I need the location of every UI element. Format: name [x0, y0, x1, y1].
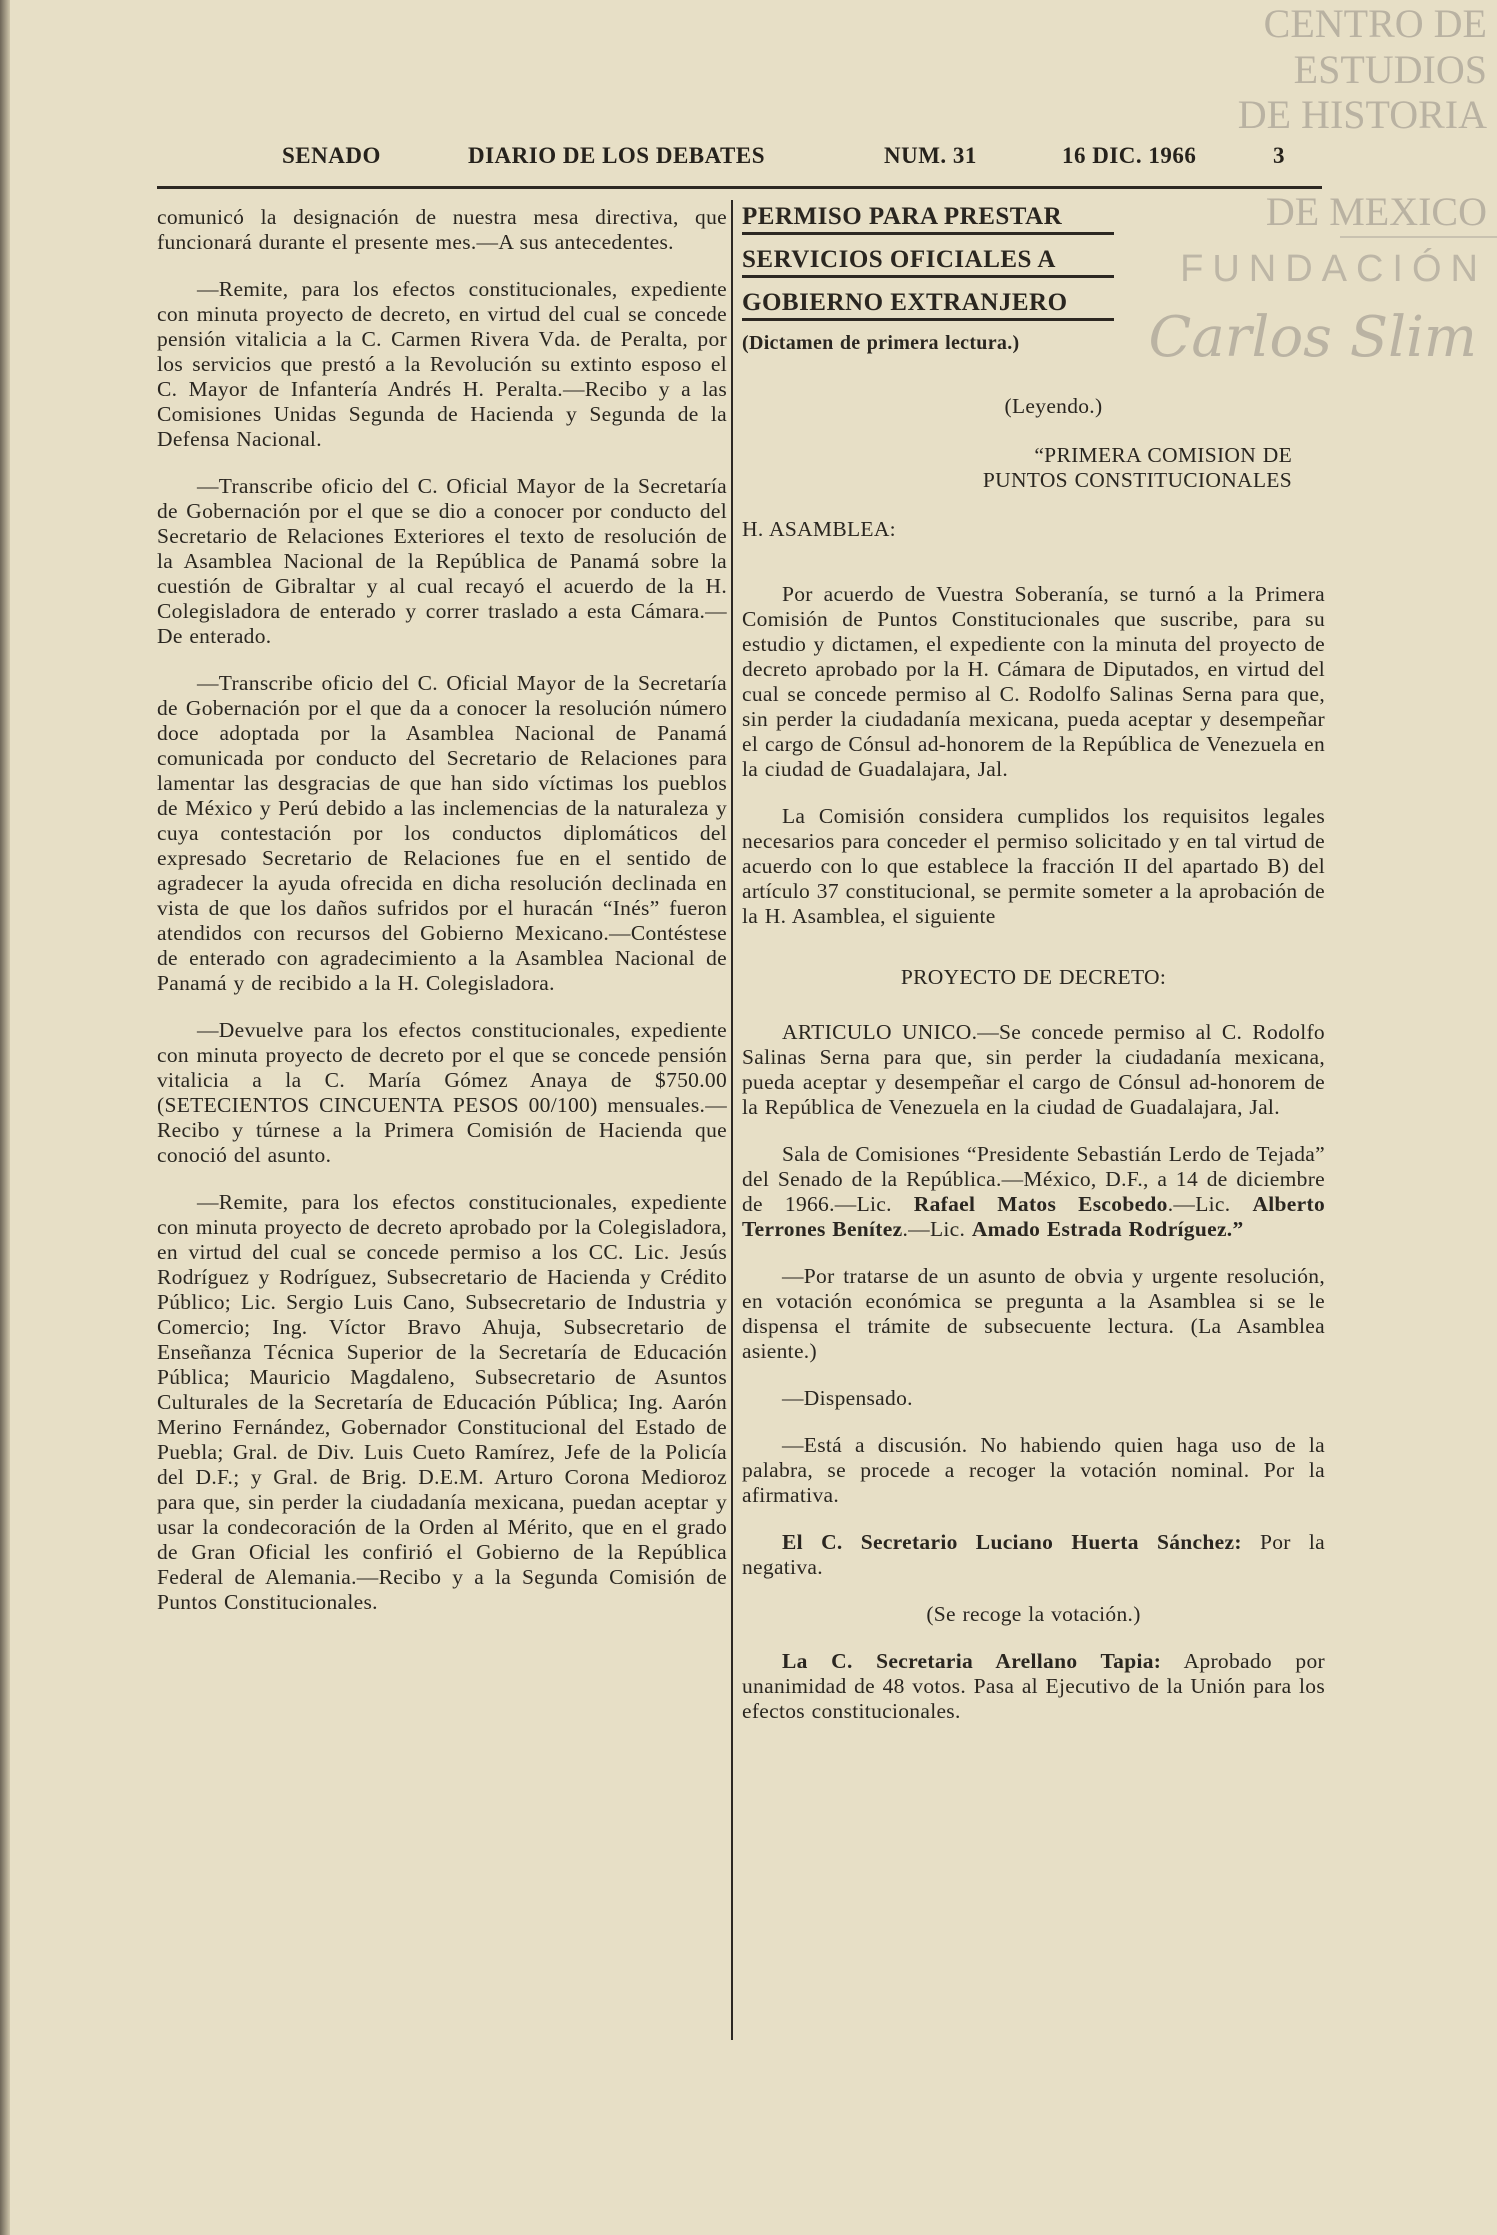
paragraph: —Transcribe oficio del C. Oficial Mayor de la Secretaría de Gobernación por el que se dio a conocer por conducto del Secretario de Relaciones Exteriores el texto de resolución de la Asamblea Nacional de la República de Panamá sobre la cuestión de Gibraltar y al cual recayó el acuerdo de la H. Colegisladora de enterado y correr traslado a esta Cámara.—De enterado.	[157, 474, 727, 648]
separator: .—Lic.	[1167, 1192, 1253, 1216]
watermark-line: DE HISTORIA	[1237, 92, 1487, 137]
watermark-signature: Carlos Slim	[1148, 305, 1477, 370]
left-column	[157, 205, 727, 1637]
watermark-foundation: FUNDACIÓN	[1180, 248, 1487, 290]
paragraph: —Remite, para los efectos constitucionales, expediente con minuta proyecto de decreto aprobado por la Colegisladora, en virtud del cual se concede permiso a los CC. Lic. Jesús Rodríguez y Rodríguez, Subsecretario de Hacienda y Crédito Público; Lic. Sergio Luis Cano, Subsecretario de Industria y Comercio; Ing. Víctor Bravo Ahuja, Subsecretario de Enseñanza Técnica Superior de la Secretaría de Educación Pública; Mauricio Magdaleno, Subsecretario de Asuntos Culturales de la Secretaría de Educación Pública; Ing. Aarón Merino Fernández, Gobernador Constitucional del Estado de Puebla; Gral. de Div. Luis Cueto Ramírez, Jefe de la Policía del D.F.; y Gral. de Brig. D.E.M. Arturo Corona Medioroz para que, sin perder la ciudadanía mexicana, puedan aceptar y usar la condecoración de la Orden al Mérito, que en el grado de Gran Oficial les confirió el Gobierno de la República Federal de Alemania.—Recibo y a la Segunda Comisión de Puntos Constitucionales.	[157, 1190, 727, 1614]
page-edge	[0, 0, 10, 2235]
section-heading: SERVICIOS OFICIALES A	[742, 245, 1114, 278]
paragraph: —Dispensado.	[782, 1386, 913, 1410]
paragraph: La Comisión considera cumplidos los requisitos legales necesarios para conceder el permiso solicitado y en tal virtud de acuerdo con lo que establece la fracción II del apartado B) del artículo 37 constitucional, se permite someter a la aprobación de la H. Asamblea, el siguiente	[742, 804, 1325, 928]
watermark-line: ESTUDIOS	[1293, 47, 1487, 92]
salutation: H. ASAMBLEA:	[742, 517, 896, 541]
watermark-divider	[1340, 236, 1497, 238]
paragraph: —Devuelve para los efectos constitucionales, expediente con minuta proyecto de decreto por el que se concede pensión vitalicia a la C. María Gómez Anaya de $750.00 (SETECIENTOS CINCUENTA PESOS 00/100) mensuales.—Recibo y túrnese a la Primera Comisión de Hacienda que conoció del asunto.	[157, 1018, 727, 1167]
paragraph: —Está a discusión. No habiendo quien haga uso de la palabra, se procede a recoger la votación nominal. Por la afirmativa.	[742, 1433, 1325, 1507]
right-column	[742, 202, 1325, 1746]
subheading: (Dictamen de primera lectura.)	[742, 332, 1020, 354]
paragraph: comunicó la designación de nuestra mesa directiva, que funcionará durante el presente mes.—A sus antecedentes.	[157, 205, 727, 254]
reading-note: (Leyendo.)	[1004, 394, 1103, 418]
speaker-text: Por la negativa.	[742, 1530, 1325, 1579]
page-number: 3	[1273, 143, 1285, 168]
speaker-text: Aprobado por unanimidad de 48 votos. Pasa al Ejecutivo de la Unión para los efectos constitucionales.	[742, 1649, 1325, 1723]
commission-line: “PRIMERA COMISION DE	[1034, 443, 1292, 467]
separator: .—Lic.	[902, 1217, 972, 1241]
commission-line: PUNTOS CONSTITUCIONALES	[982, 468, 1292, 492]
paragraph: (Se recoge la votación.)	[926, 1602, 1141, 1626]
speaker-paragraph	[742, 1649, 1325, 1724]
signatory: Rafael Matos Escobedo	[913, 1192, 1168, 1216]
signing-text: Sala de Comisiones “Presidente Sebastián Lerdo de Tejada” del Senado de la República.—México, D.F., a 14 de diciembre de 1966.—Lic.	[742, 1142, 1325, 1216]
header-number: NUM. 31	[884, 143, 977, 168]
section-heading: GOBIERNO EXTRANJERO	[742, 288, 1114, 321]
column-divider	[731, 200, 733, 2040]
paragraph: —Por tratarse de un asunto de obvia y urgente resolución, en votación económica se pregunta a la Asamblea si se le dispensa el trámite de subsecuente lectura. (La Asamblea asiente.)	[742, 1264, 1325, 1363]
speaker-paragraph	[742, 1530, 1325, 1580]
paragraph: —Transcribe oficio del C. Oficial Mayor de la Secretaría de Gobernación por el que da a conocer la resolución número doce adoptada por la Asamblea Nacional de Panamá comunicada por conducto del Secretario de Relaciones para lamentar las desgracias de que han sido víctimas los pueblos de México y Perú debido a las inclemencias de la naturaleza y cuya contestación por los conductos diplomáticos del expresado Secretario de Relaciones fue en el sentido de agradecer la ayuda ofrecida en dicha resolución declinada en vista de que los daños sufridos por el huracán “Inés” fueron atendidos con recursos del Gobierno Mexicano.—Contéstese de enterado con agradecimiento a la Asamblea Nacional de Panamá y de recibido a la H. Colegisladora.	[157, 671, 727, 995]
header-date: 16 DIC. 1966	[1062, 143, 1197, 168]
watermark-line: DE MEXICO	[1265, 189, 1487, 234]
header-section: SENADO	[282, 143, 381, 168]
header-publication: DIARIO DE LOS DEBATES	[468, 143, 766, 168]
speaker-label: El C. Secretario Luciano Huerta Sánchez:	[782, 1530, 1242, 1554]
signing-paragraph	[742, 1142, 1325, 1242]
paragraph: Por acuerdo de Vuestra Soberanía, se turnó a la Primera Comisión de Puntos Constitucionales que suscribe, para su estudio y dictamen, el expediente con la minuta del proyecto de decreto aprobado por la H. Cámara de Diputados, en virtud del cual se concede permiso al C. Rodolfo Salinas Serna para que, sin perder la ciudadanía mexicana, pueda aceptar y desempeñar el cargo de Cónsul ad-honorem de la República de Venezuela en la ciudad de Guadalajara, Jal.	[742, 582, 1325, 781]
signatory: Alberto Terrones Benítez	[742, 1192, 1325, 1241]
watermark-line: CENTRO DE	[1263, 1, 1487, 46]
speaker-label: La C. Secretaria Arellano Tapia:	[782, 1649, 1162, 1673]
section-heading: PERMISO PARA PRESTAR	[742, 202, 1114, 235]
paragraph: —Remite, para los efectos constitucionales, expediente con minuta proyecto de decreto, en virtud del cual se concede pensión vitalicia a la C. Carmen Rivera Vda. de Peralta, por los servicios que prestó a la Revolución su extinto esposo el C. Mayor de Infantería Andrés H. Peralta.—Recibo y a las Comisiones Unidas Segunda de Hacienda y Segunda de la Defensa Nacional.	[157, 277, 727, 451]
decree-title: PROYECTO DE DECRETO:	[900, 965, 1167, 989]
article: ARTICULO UNICO.—Se concede permiso al C. Rodolfo Salinas Serna para que, sin perder la ciudadanía mexicana, pueda aceptar y desempeñar el cargo de Cónsul ad-honorem de la República de Venezuela en la ciudad de Guadalajara, Jal.	[742, 1020, 1325, 1119]
signatory: Amado Estrada Rodríguez.”	[971, 1217, 1244, 1241]
header-rule	[157, 186, 1322, 189]
